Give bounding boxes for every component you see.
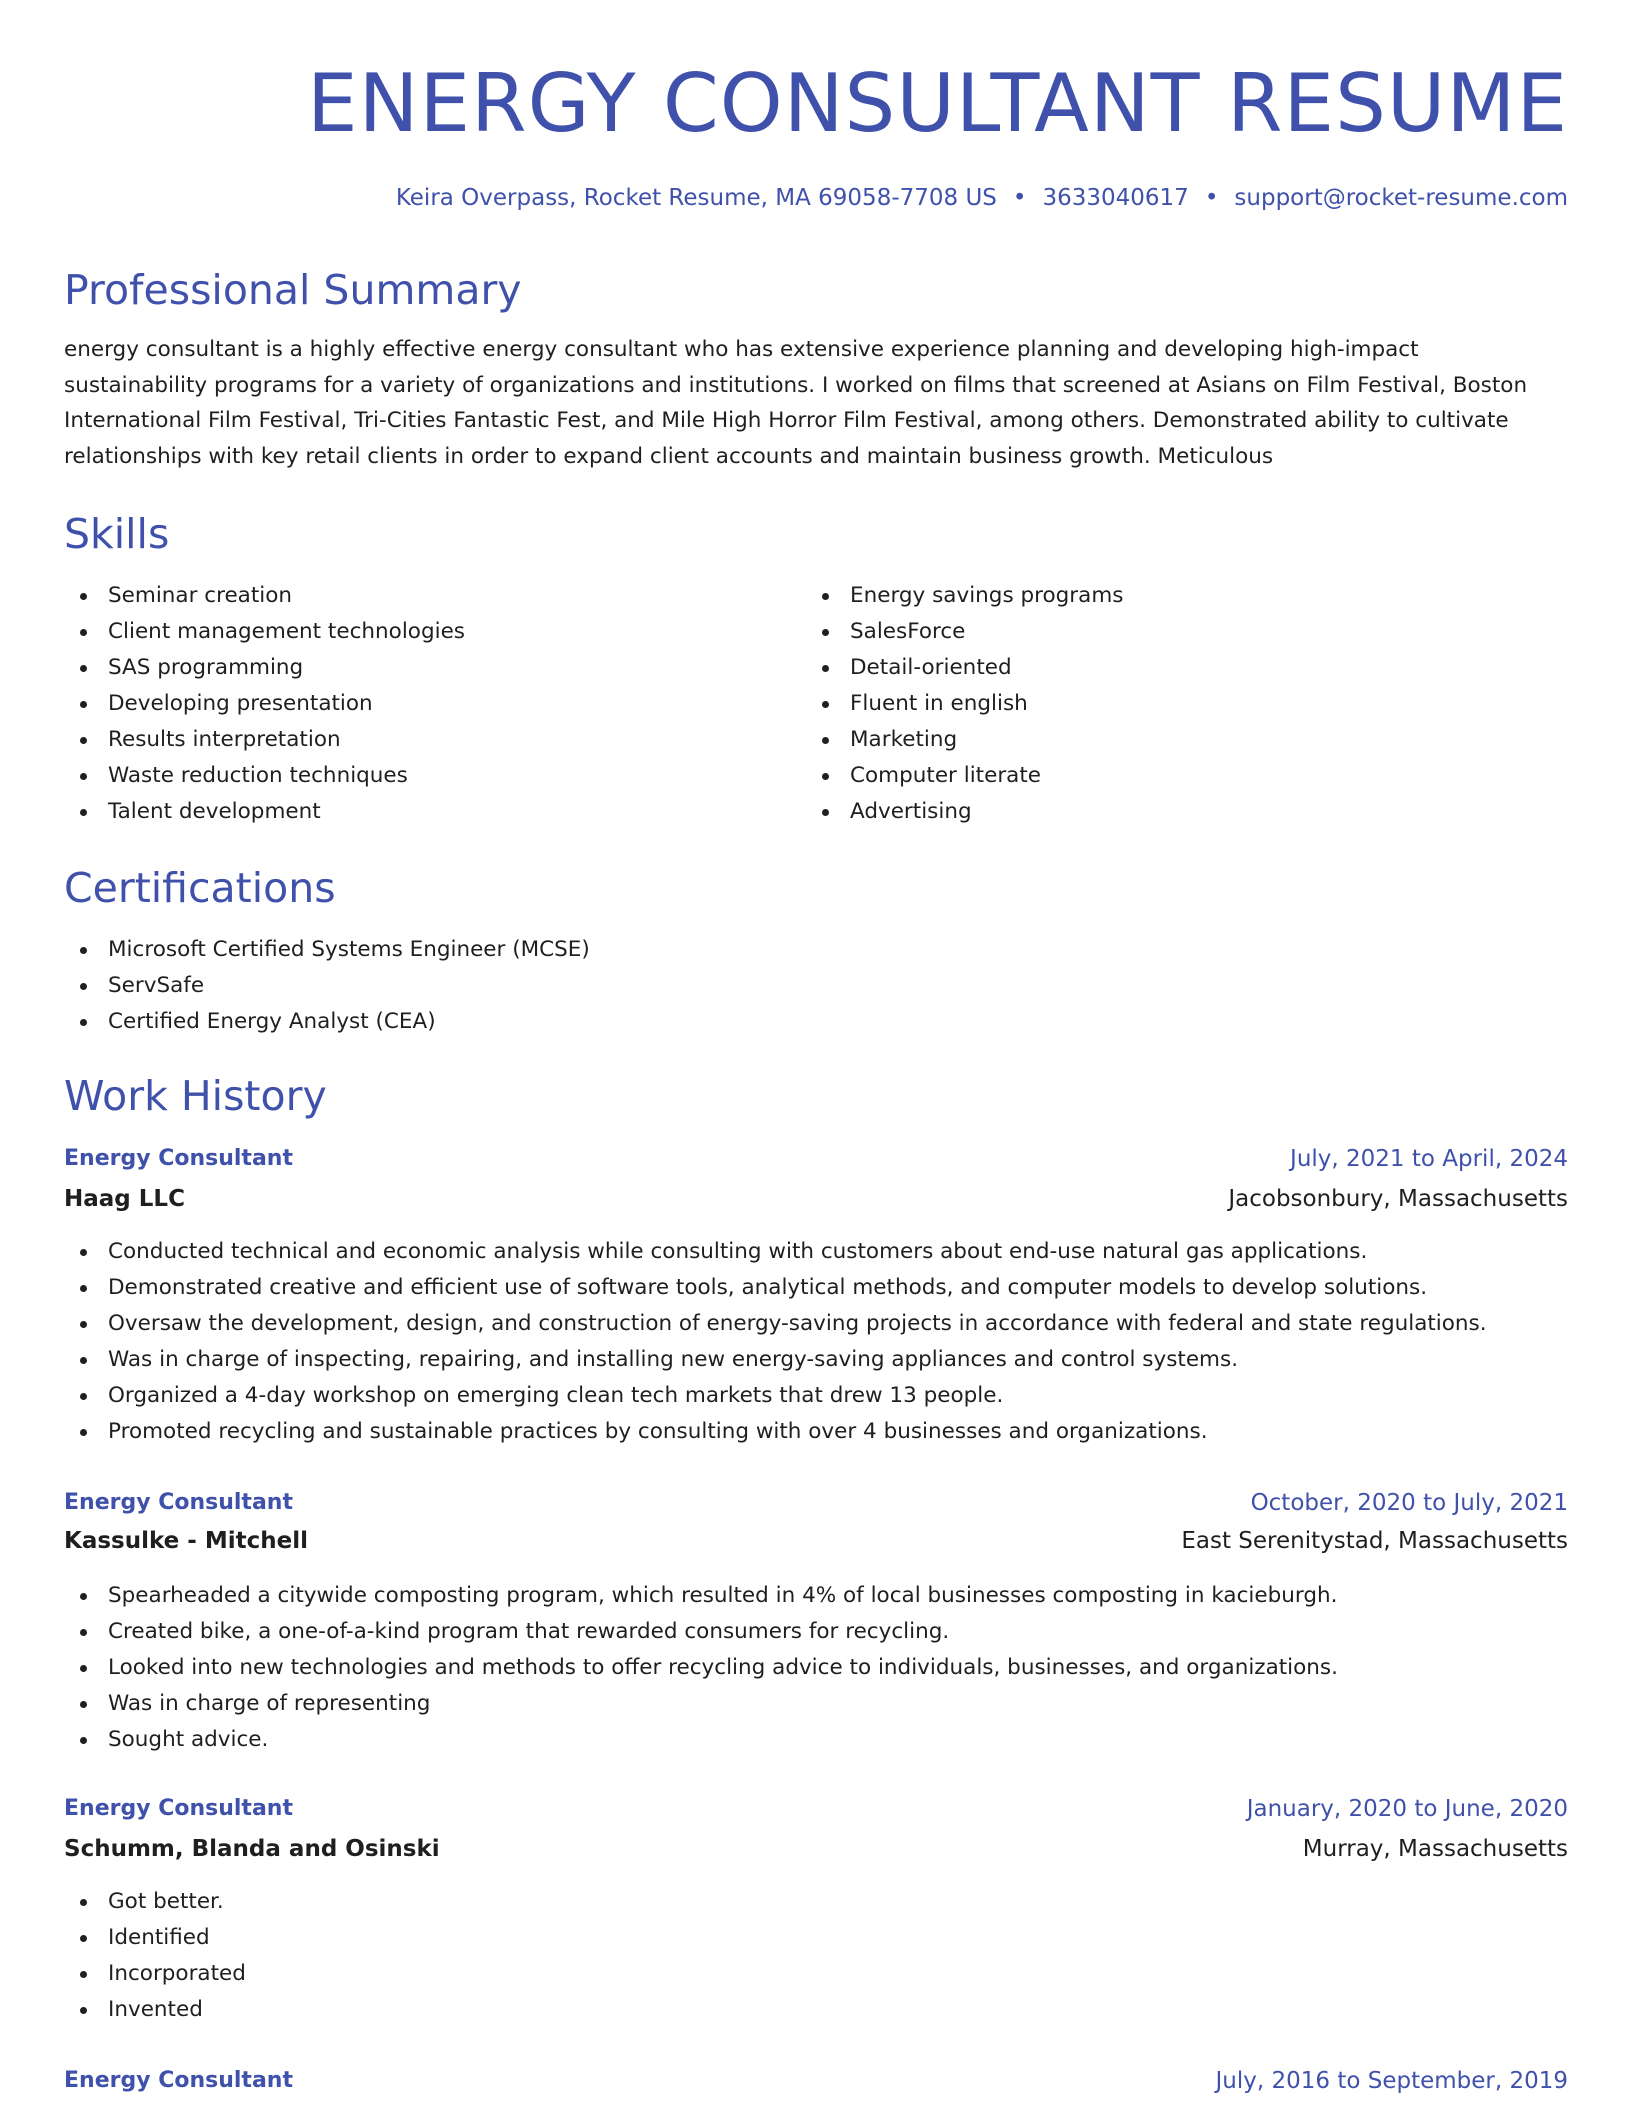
job-bullets	[64, 1234, 1487, 1450]
job-bullet: Sought advice.	[64, 1722, 1338, 1758]
certification-item: Microsoft Certified Systems Engineer (MCSE)	[64, 932, 590, 968]
contact-separator: •	[1204, 185, 1219, 211]
skill-item: Talent development	[64, 794, 465, 830]
job-title: Energy Consultant	[64, 2068, 293, 2093]
contact-line	[396, 178, 1568, 218]
job-bullet: Looked into new technologies and methods to offer recycling advice to individuals, businesses, and organizations.	[64, 1650, 1338, 1686]
job-location: East Serenitystad, Massachusetts	[1181, 1528, 1568, 1554]
skill-item: Advertising	[806, 794, 1123, 830]
contact-separator: •	[1012, 185, 1027, 211]
skill-item: Fluent in english	[806, 686, 1123, 722]
job-employer	[64, 1180, 1568, 1218]
job-employer	[64, 1522, 1568, 1560]
job-header	[64, 1140, 1568, 1178]
skill-item: Results interpretation	[64, 722, 465, 758]
job-header	[64, 2062, 1568, 2100]
job-header	[64, 1790, 1568, 1828]
contact-address: Keira Overpass, Rocket Resume, MA 69058-7708 US	[395, 185, 997, 211]
job-company: Haag LLC	[64, 1186, 185, 1212]
job-bullet: Invented	[64, 1992, 246, 2028]
job-location: Jacobsonbury, Massachusetts	[1228, 1186, 1568, 1212]
job-employer	[64, 1830, 1568, 1868]
job-bullets	[64, 1578, 1338, 1758]
work-history-heading: Work History	[64, 1072, 327, 1120]
contact-phone: 3633040617	[1042, 185, 1189, 211]
job-dates: October, 2020 to July, 2021	[1250, 1490, 1568, 1516]
summary-heading: Professional Summary	[64, 266, 522, 314]
job-bullet: Promoted recycling and sustainable practices by consulting with over 4 businesses and organizations.	[64, 1414, 1487, 1450]
contact-email: support@rocket-resume.com	[1234, 185, 1568, 211]
job-bullet: Organized a 4-day workshop on emerging clean tech markets that drew 13 people.	[64, 1378, 1487, 1414]
job-bullet: Got better.	[64, 1884, 246, 1920]
summary-text: energy consultant is a highly effective energy consultant who has extensive experience planning and developing high-impact sustainability programs for a variety of organizations and institutions. I worked on films that screened at Asians on Film Festival, Boston International Film Festival, Tri-Cities Fantastic Fest, and Mile High Horror Film Festival, among others. Demonstrated ability to cultivate relationships with key retail clients in order to expand client accounts and maintain business growth. Meticulous	[64, 337, 1528, 469]
skills-list-right	[806, 578, 1123, 830]
skill-item: Computer literate	[806, 758, 1123, 794]
job-bullet: Was in charge of inspecting, repairing, and installing new energy-saving appliances and control systems.	[64, 1342, 1487, 1378]
certification-item: ServSafe	[64, 968, 590, 1004]
skills-heading: Skills	[64, 510, 170, 558]
skill-item: Seminar creation	[64, 578, 465, 614]
job-bullet: Demonstrated creative and efficient use of software tools, analytical methods, and computer models to develop solutions.	[64, 1270, 1487, 1306]
job-dates: January, 2020 to June, 2020	[1246, 1796, 1568, 1822]
job-dates: July, 2016 to September, 2019	[1215, 2068, 1568, 2094]
certifications-list	[64, 932, 590, 1040]
skill-item: Energy savings programs	[806, 578, 1123, 614]
skill-item: SalesForce	[806, 614, 1123, 650]
job-bullet: Conducted technical and economic analysis while consulting with customers about end-use natural gas applications.	[64, 1234, 1487, 1270]
job-title: Energy Consultant	[64, 1490, 293, 1515]
skill-item: Client management technologies	[64, 614, 465, 650]
job-company: Kassulke - Mitchell	[64, 1528, 308, 1554]
job-location: Murray, Massachusetts	[1302, 1836, 1568, 1862]
job-bullet: Identified	[64, 1920, 246, 1956]
resume-title: ENERGY CONSULTANT RESUME	[307, 57, 1568, 150]
job-bullet: Spearheaded a citywide composting program, which resulted in 4% of local businesses composting in kacieburgh.	[64, 1578, 1338, 1614]
skill-item: SAS programming	[64, 650, 465, 686]
certification-item: Certified Energy Analyst (CEA)	[64, 1004, 590, 1040]
job-bullet: Oversaw the development, design, and construction of energy-saving projects in accordance with federal and state regulations.	[64, 1306, 1487, 1342]
job-bullet: Was in charge of representing	[64, 1686, 1338, 1722]
job-bullet: Incorporated	[64, 1956, 246, 1992]
skill-item: Waste reduction techniques	[64, 758, 465, 794]
job-title: Energy Consultant	[64, 1796, 293, 1821]
job-bullets	[64, 1884, 246, 2028]
skill-item: Detail-oriented	[806, 650, 1123, 686]
skill-item: Marketing	[806, 722, 1123, 758]
skills-list-left	[64, 578, 465, 830]
skill-item: Developing presentation	[64, 686, 465, 722]
job-header	[64, 1484, 1568, 1522]
job-title: Energy Consultant	[64, 1146, 293, 1171]
job-dates: July, 2021 to April, 2024	[1290, 1146, 1568, 1172]
certifications-heading: Certifications	[64, 864, 336, 912]
job-bullet: Created bike, a one-of-a-kind program that rewarded consumers for recycling.	[64, 1614, 1338, 1650]
job-company: Schumm, Blanda and Osinski	[64, 1836, 440, 1862]
